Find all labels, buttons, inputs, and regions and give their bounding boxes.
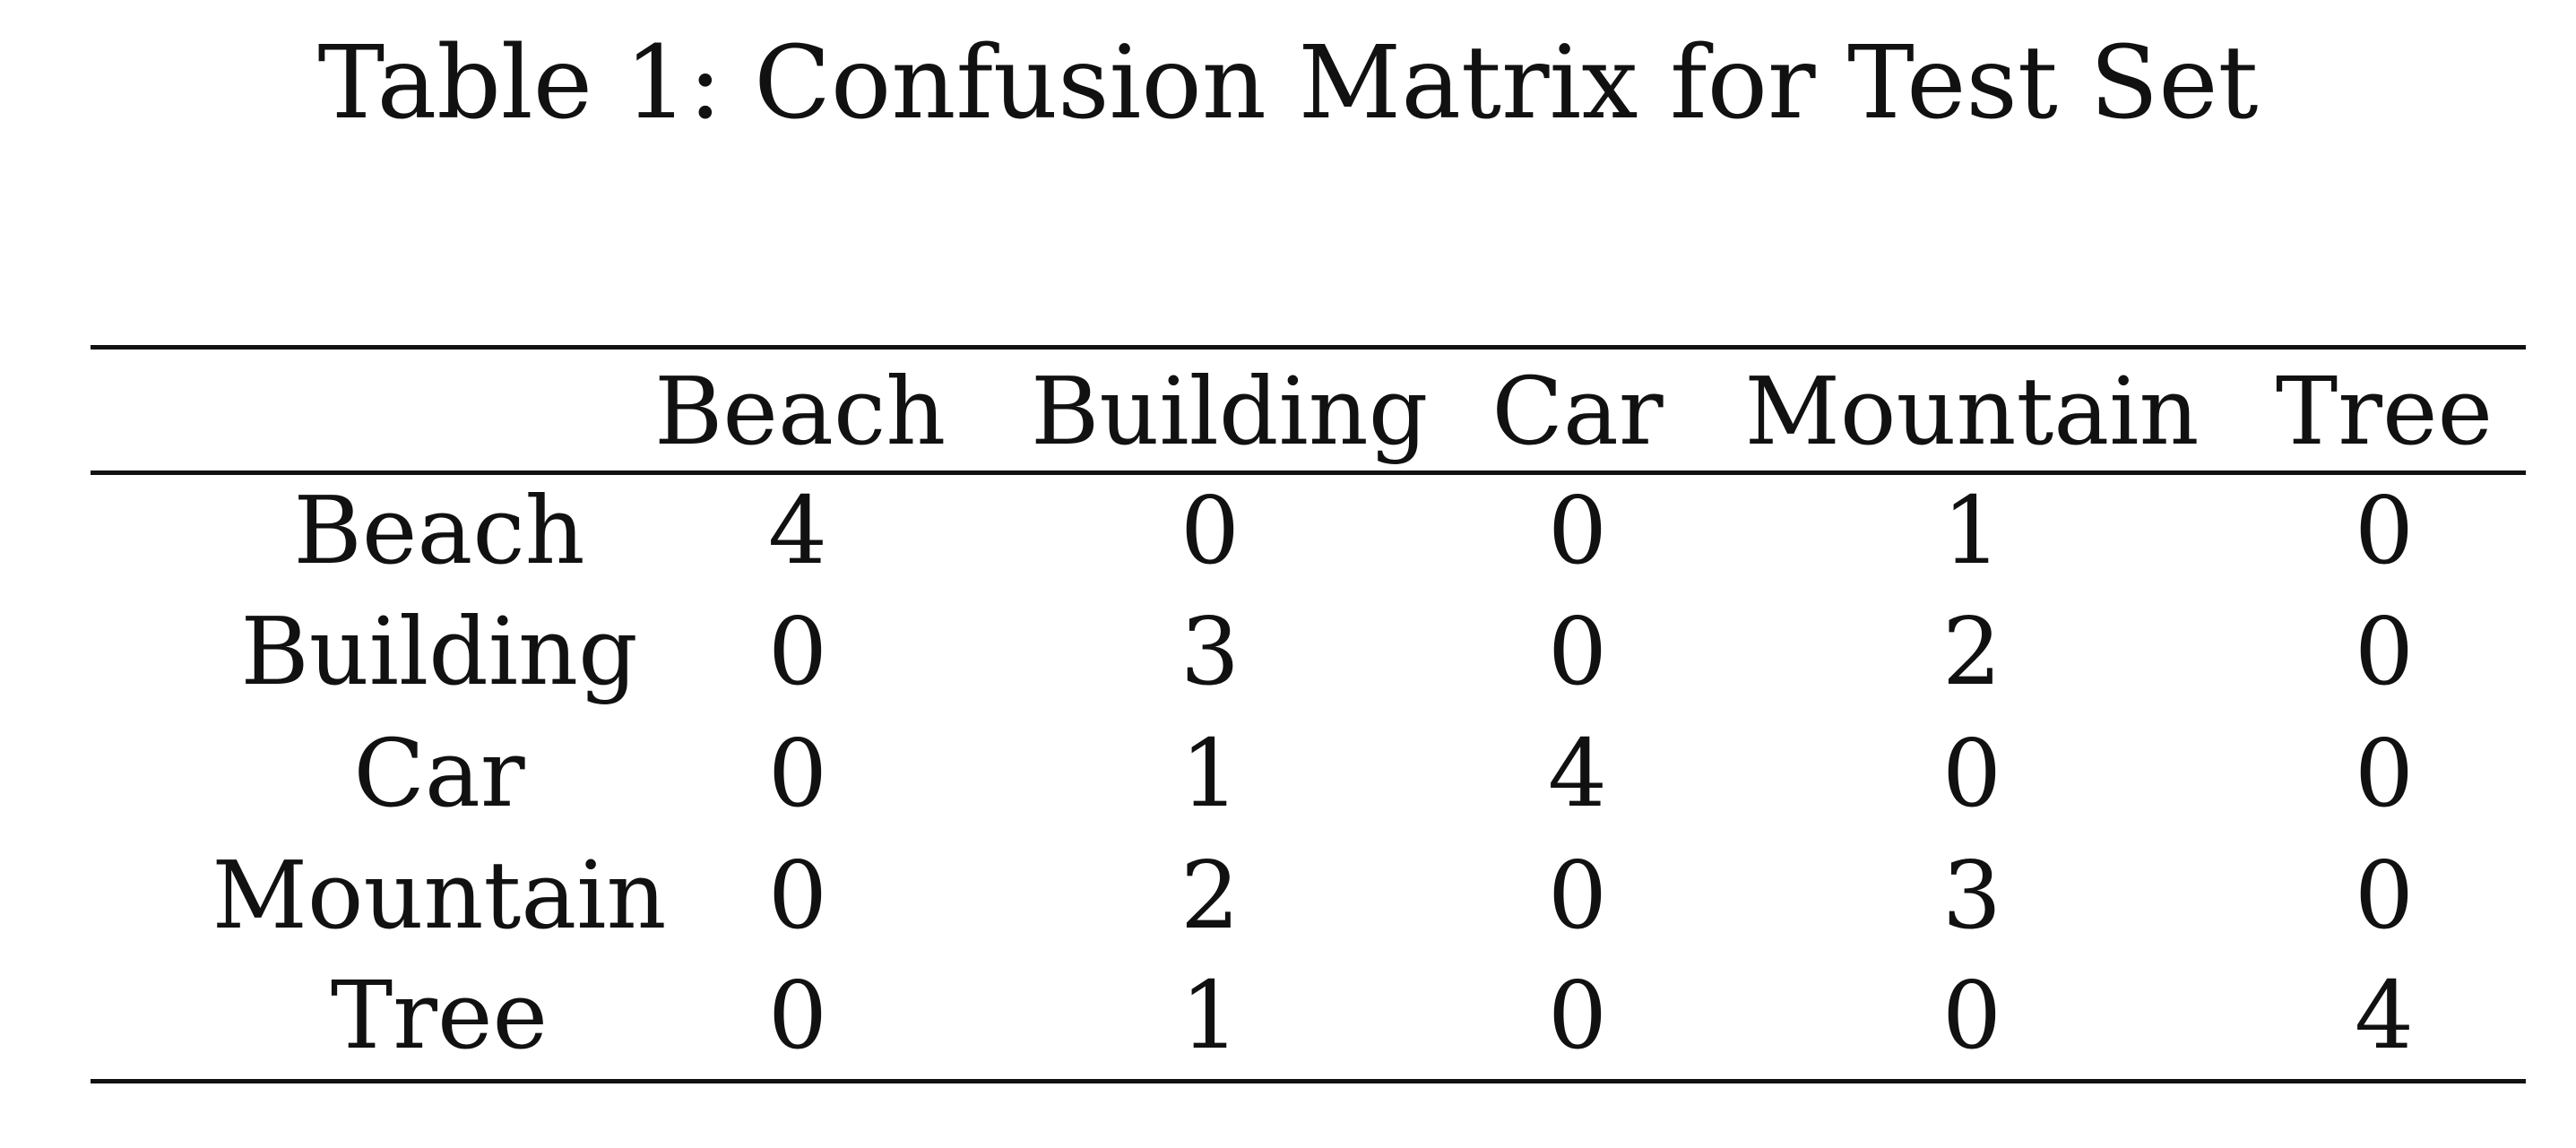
table-cell: 4 xyxy=(1547,719,1608,828)
table-cell: 0 xyxy=(1547,597,1608,706)
row-label-tree: Tree xyxy=(330,961,549,1070)
table-cell: 0 xyxy=(1941,961,2002,1070)
table-cell: 0 xyxy=(767,719,828,828)
table-cell: 1 xyxy=(1180,961,1240,1070)
table-cell: 0 xyxy=(767,961,828,1070)
table-cell: 2 xyxy=(1941,597,2002,706)
column-header-building: Building xyxy=(1031,357,1429,466)
row-label-car: Car xyxy=(353,719,525,828)
column-header-tree: Tree xyxy=(2275,357,2494,466)
table-top-rule xyxy=(91,345,2526,350)
table-cell: 4 xyxy=(767,476,828,585)
row-label-mountain: Mountain xyxy=(212,841,667,950)
column-header-mountain: Mountain xyxy=(1744,357,2200,466)
table-cell: 0 xyxy=(1547,476,1608,585)
table-cell: 0 xyxy=(767,841,828,950)
column-header-car: Car xyxy=(1491,357,1664,466)
table-cell: 4 xyxy=(2354,961,2415,1070)
table-bottom-rule xyxy=(91,1079,2526,1083)
row-label-building: Building xyxy=(240,597,638,706)
table-cell: 0 xyxy=(2354,597,2415,706)
table-cell: 0 xyxy=(767,597,828,706)
table-cell: 0 xyxy=(1180,476,1240,585)
table-cell: 0 xyxy=(2354,476,2415,585)
table-cell: 0 xyxy=(2354,719,2415,828)
table-cell: 3 xyxy=(1941,841,2002,950)
table-caption: Table 1: Confusion Matrix for Test Set xyxy=(317,25,2259,142)
column-header-beach: Beach xyxy=(654,357,947,466)
table-cell: 2 xyxy=(1180,841,1240,950)
table-cell: 1 xyxy=(1941,476,2002,585)
table-cell: 0 xyxy=(1941,719,2002,828)
table-cell: 1 xyxy=(1180,719,1240,828)
table-cell: 3 xyxy=(1180,597,1240,706)
row-label-beach: Beach xyxy=(293,476,585,585)
table-cell: 0 xyxy=(1547,961,1608,1070)
table-cell: 0 xyxy=(2354,841,2415,950)
table-cell: 0 xyxy=(1547,841,1608,950)
